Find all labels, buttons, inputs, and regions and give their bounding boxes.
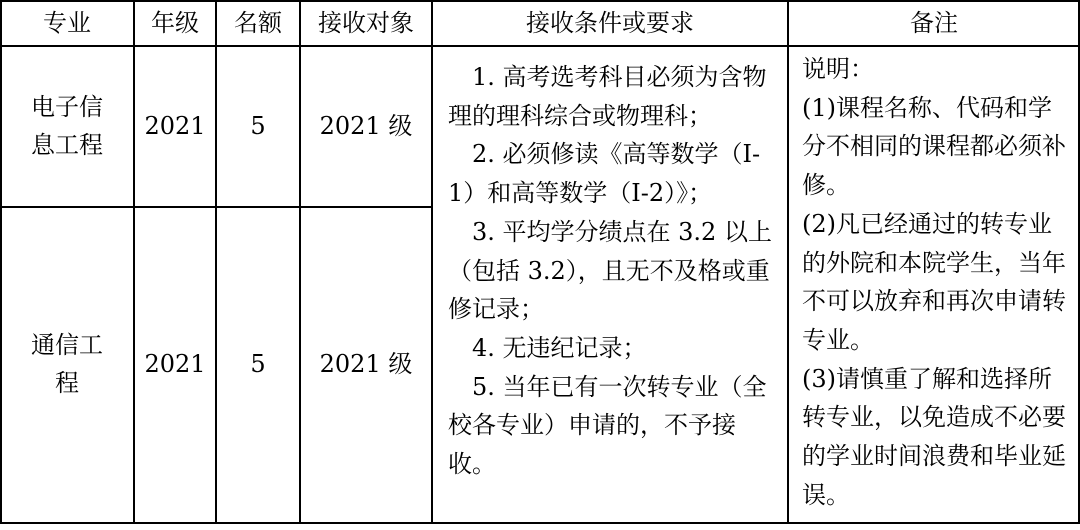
requirement-item: 5. 当年已有一次转专业（全校各专业）申请的，不予接收。 bbox=[448, 372, 767, 479]
row-year: 2021 bbox=[144, 350, 206, 378]
header-quota: 名额 bbox=[234, 9, 282, 37]
row-target: 2021 级 bbox=[319, 112, 413, 140]
note-item: (1)课程名称、代码和学分不相同的课程都必须补修。 bbox=[802, 93, 1066, 200]
notes-title: 说明： bbox=[802, 55, 874, 83]
note-item: (2)凡已经通过的转专业的外院和本院学生，当年不可以放弃和再次申请转专业。 bbox=[802, 209, 1066, 354]
row-year: 2021 bbox=[144, 112, 206, 140]
header-notes: 备注 bbox=[910, 9, 958, 37]
note-item: (3)请慎重了解和选择所转专业，以免造成不必要的学业时间浪费和毕业延误。 bbox=[802, 364, 1066, 509]
notes-cell bbox=[788, 50, 1080, 514]
requirement-item: 4. 无违纪记录； bbox=[472, 333, 647, 362]
major-name: 电子信息工程 bbox=[31, 93, 103, 159]
header-major: 专业 bbox=[43, 9, 91, 37]
table-row-major bbox=[0, 206, 134, 522]
row-target: 2021 级 bbox=[319, 350, 413, 378]
requirement-item: 3. 平均学分绩点在 3.2 以上（包括 3.2），且无不及格或重修记录； bbox=[448, 217, 772, 324]
header-requirements: 接收条件或要求 bbox=[526, 9, 694, 37]
table-border-bottom bbox=[0, 522, 1080, 524]
requirements-cell bbox=[432, 58, 788, 484]
header-target: 接收对象 bbox=[318, 9, 414, 37]
row-quota: 5 bbox=[250, 112, 266, 140]
requirement-item: 1. 高考选考科目必须为含物理的理科综合或物理科； bbox=[448, 63, 767, 130]
row-quota: 5 bbox=[250, 350, 266, 378]
header-year: 年级 bbox=[151, 9, 199, 37]
requirement-item: 2. 必须修读《高等数学（I-1）和高等数学（I-2）》； bbox=[448, 140, 761, 208]
table-row-major bbox=[0, 46, 134, 206]
major-name: 通信工程 bbox=[31, 331, 103, 397]
